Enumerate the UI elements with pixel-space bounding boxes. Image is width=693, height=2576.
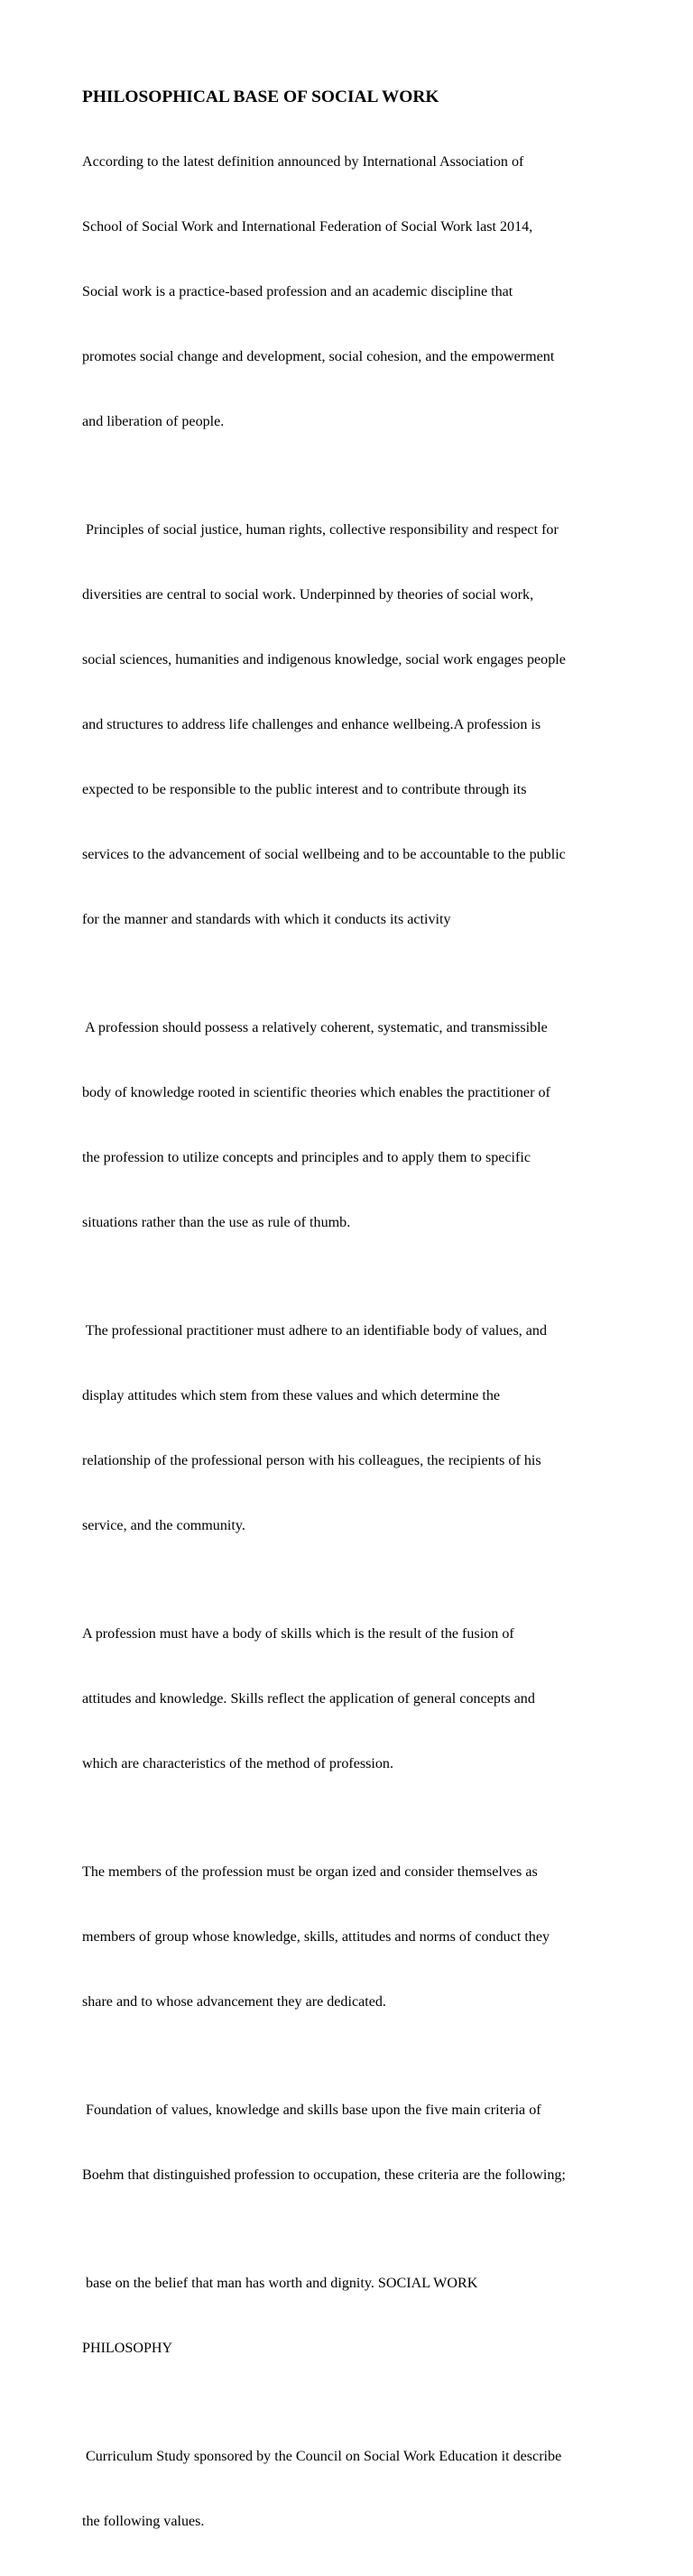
text-line: situations rather than the use as rule of thumb.	[82, 1215, 351, 1230]
document-body	[82, 86, 624, 2576]
paragraph-definition	[82, 108, 624, 476]
text-line: attitudes and knowledge. Skills reflect the application of general concepts and	[82, 1691, 535, 1707]
text-line: service, and the community.	[82, 1518, 245, 1533]
text-line: display attitudes which stem from these values and which determine the	[82, 1388, 501, 1403]
paragraph-foundation	[82, 2056, 624, 2230]
text-line: Curriculum Study sponsored by the Council on Social Work Education it describe	[82, 2449, 562, 2464]
text-line: services to the advancement of social wellbeing and to be accountable to the public	[82, 847, 566, 862]
text-line: the profession to utilize concepts and principles and to apply them to specific	[82, 1150, 531, 1165]
text-line: According to the latest definition announced by International Association of	[82, 154, 524, 170]
paragraph-knowledge	[82, 974, 624, 1277]
text-line: The members of the profession must be organ ized and consider themselves as	[82, 1864, 538, 1880]
text-line: the following values.	[82, 2514, 205, 2529]
text-line: Principles of social justice, human rights, collective responsibility and respect for	[82, 522, 559, 538]
text-line: A profession must have a body of skills which is the result of the fusion of	[82, 1626, 514, 1642]
text-line: which are characteristics of the method of profession.	[82, 1756, 393, 1771]
text-line: Foundation of values, knowledge and skills base upon the five main criteria of	[82, 2102, 541, 2118]
text-line: School of Social Work and International Federation of Social Work last 2014,	[82, 219, 533, 235]
text-line: expected to be responsible to the public interest and to contribute through its	[82, 782, 527, 797]
text-line: base on the belief that man has worth and dignity. SOCIAL WORK	[82, 2276, 478, 2291]
text-line: social sciences, humanities and indigenous knowledge, social work engages people	[82, 652, 566, 667]
text-line: share and to whose advancement they are dedicated.	[82, 1994, 386, 2010]
document-title: PHILOSOPHICAL BASE OF SOCIAL WORK	[82, 87, 439, 106]
text-line: members of group whose knowledge, skills, attitudes and norms of conduct they	[82, 1929, 550, 1945]
text-line: diversities are central to social work. Underpinned by theories of social work,	[82, 587, 534, 603]
text-line: promotes social change and development, social cohesion, and the empowerment	[82, 349, 555, 364]
text-line: The professional practitioner must adhere to an identifiable body of values, and	[82, 1323, 547, 1339]
paragraph-belief	[82, 2230, 624, 2403]
paragraph-values	[82, 1277, 624, 1580]
text-line: for the manner and standards with which it conducts its activity	[82, 912, 451, 927]
text-line: body of knowledge rooted in scientific theories which enables the practitioner of	[82, 1085, 550, 1100]
text-line: and liberation of people.	[82, 414, 225, 429]
text-line: A profession should possess a relatively coherent, systematic, and transmissible	[82, 1020, 548, 1035]
paragraph-principles	[82, 476, 624, 974]
text-line: and structures to address life challenges and enhance wellbeing.A profession is	[82, 717, 541, 732]
paragraph-members	[82, 1818, 624, 2056]
text-line: PHILOSOPHY	[82, 2341, 173, 2356]
text-line: relationship of the professional person with his colleagues, the recipients of his	[82, 1453, 541, 1468]
paragraph-curriculum	[82, 2403, 624, 2576]
paragraph-skills	[82, 1580, 624, 1818]
text-line: Boehm that distinguished profession to occupation, these criteria are the following;	[82, 2167, 566, 2183]
text-line: Social work is a practice-based profession and an academic discipline that	[82, 284, 513, 299]
